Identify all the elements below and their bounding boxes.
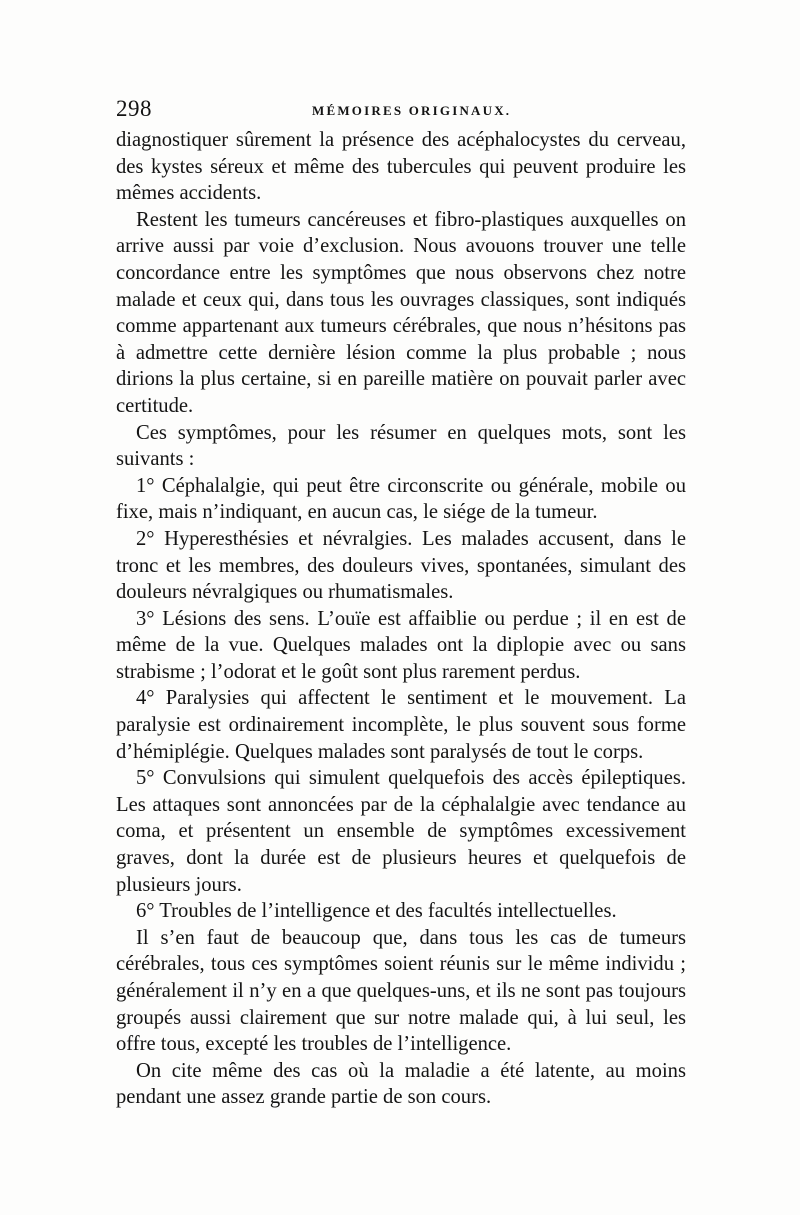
running-title: MÉMOIRES ORIGINAUX. (312, 103, 512, 118)
paragraph: On cite même des cas où la maladie a été latente, au moins pendant une assez grande partie de son cours. (116, 1059, 686, 1109)
page-number: 298 (116, 96, 152, 121)
symptom-item: 6° Troubles de l’intelligence et des facultés intellectuelles. (136, 900, 617, 923)
paragraph: Il s’en faut de beaucoup que, dans tous les cas de tumeurs cérébrales, tous ces symptômes soient réunis sur le même individu ; généralement il n’y en a que quelques-uns, et ils ne sont pas toujours groupés aussi clairement que sur notre malade qui, à lui seul, les offre tous, excepté les troubles de l’intelligence. (116, 926, 686, 1056)
symptom-item: 2° Hyperesthésies et névralgies. Les malades accusent, dans le tronc et les membres, des douleurs vives, spontanées, simulant des douleurs névralgiques ou rhumatismales. (116, 527, 686, 604)
paragraph: Ces symptômes, pour les résumer en quelques mots, sont les suivants : (116, 421, 686, 471)
symptom-item: 4° Paralysies qui affectent le sentiment et le mouvement. La paralysie est ordinairement incomplète, le plus souvent sous forme d’hémiplégie. Quelques malades sont paralysés de tout le corps. (116, 687, 686, 763)
body-text (116, 127, 686, 1111)
paragraph: Restent les tumeurs cancéreuses et fibro-plastiques auxquelles on arrive aussi par voie d’exclusion. Nous avouons trouver une telle concordance entre les symptômes que nous observons chez notre malade et ceux qui, dans tous les ouvrages classiques, sont indiqués comme appartenant aux tumeurs cérébrales, que nous n’hésitons pas à admettre cette dernière lésion comme la plus probable ; nous dirions la plus certaine, si en pareille matière on pouvait parler avec certitude. (116, 208, 686, 417)
page-header (116, 96, 686, 126)
symptom-item: 3° Lésions des sens. L’ouïe est affaiblie ou perdue ; il en est de même de la vue. Quelques malades ont la diplopie avec ou sans strabisme ; l’odorat et le goût sont plus rarement perdus. (116, 607, 686, 683)
symptom-item: 1° Céphalalgie, qui peut être circonscrite ou générale, mobile ou fixe, mais n’indiquant, en aucun cas, le siége de la tumeur. (116, 474, 686, 524)
symptom-item: 5° Convulsions qui simulent quelquefois des accès épileptiques. Les attaques sont annoncées par de la céphalalgie avec tendance au coma, et présentent un ensemble de symptômes excessivement graves, dont la durée est de plusieurs heures et quelquefois de plusieurs jours. (116, 767, 686, 896)
paragraph-continuation: diagnostiquer sûrement la présence des acéphalocystes du cerveau, des kystes séreux et même des tubercules qui peuvent produire les mêmes accidents. (116, 129, 686, 205)
